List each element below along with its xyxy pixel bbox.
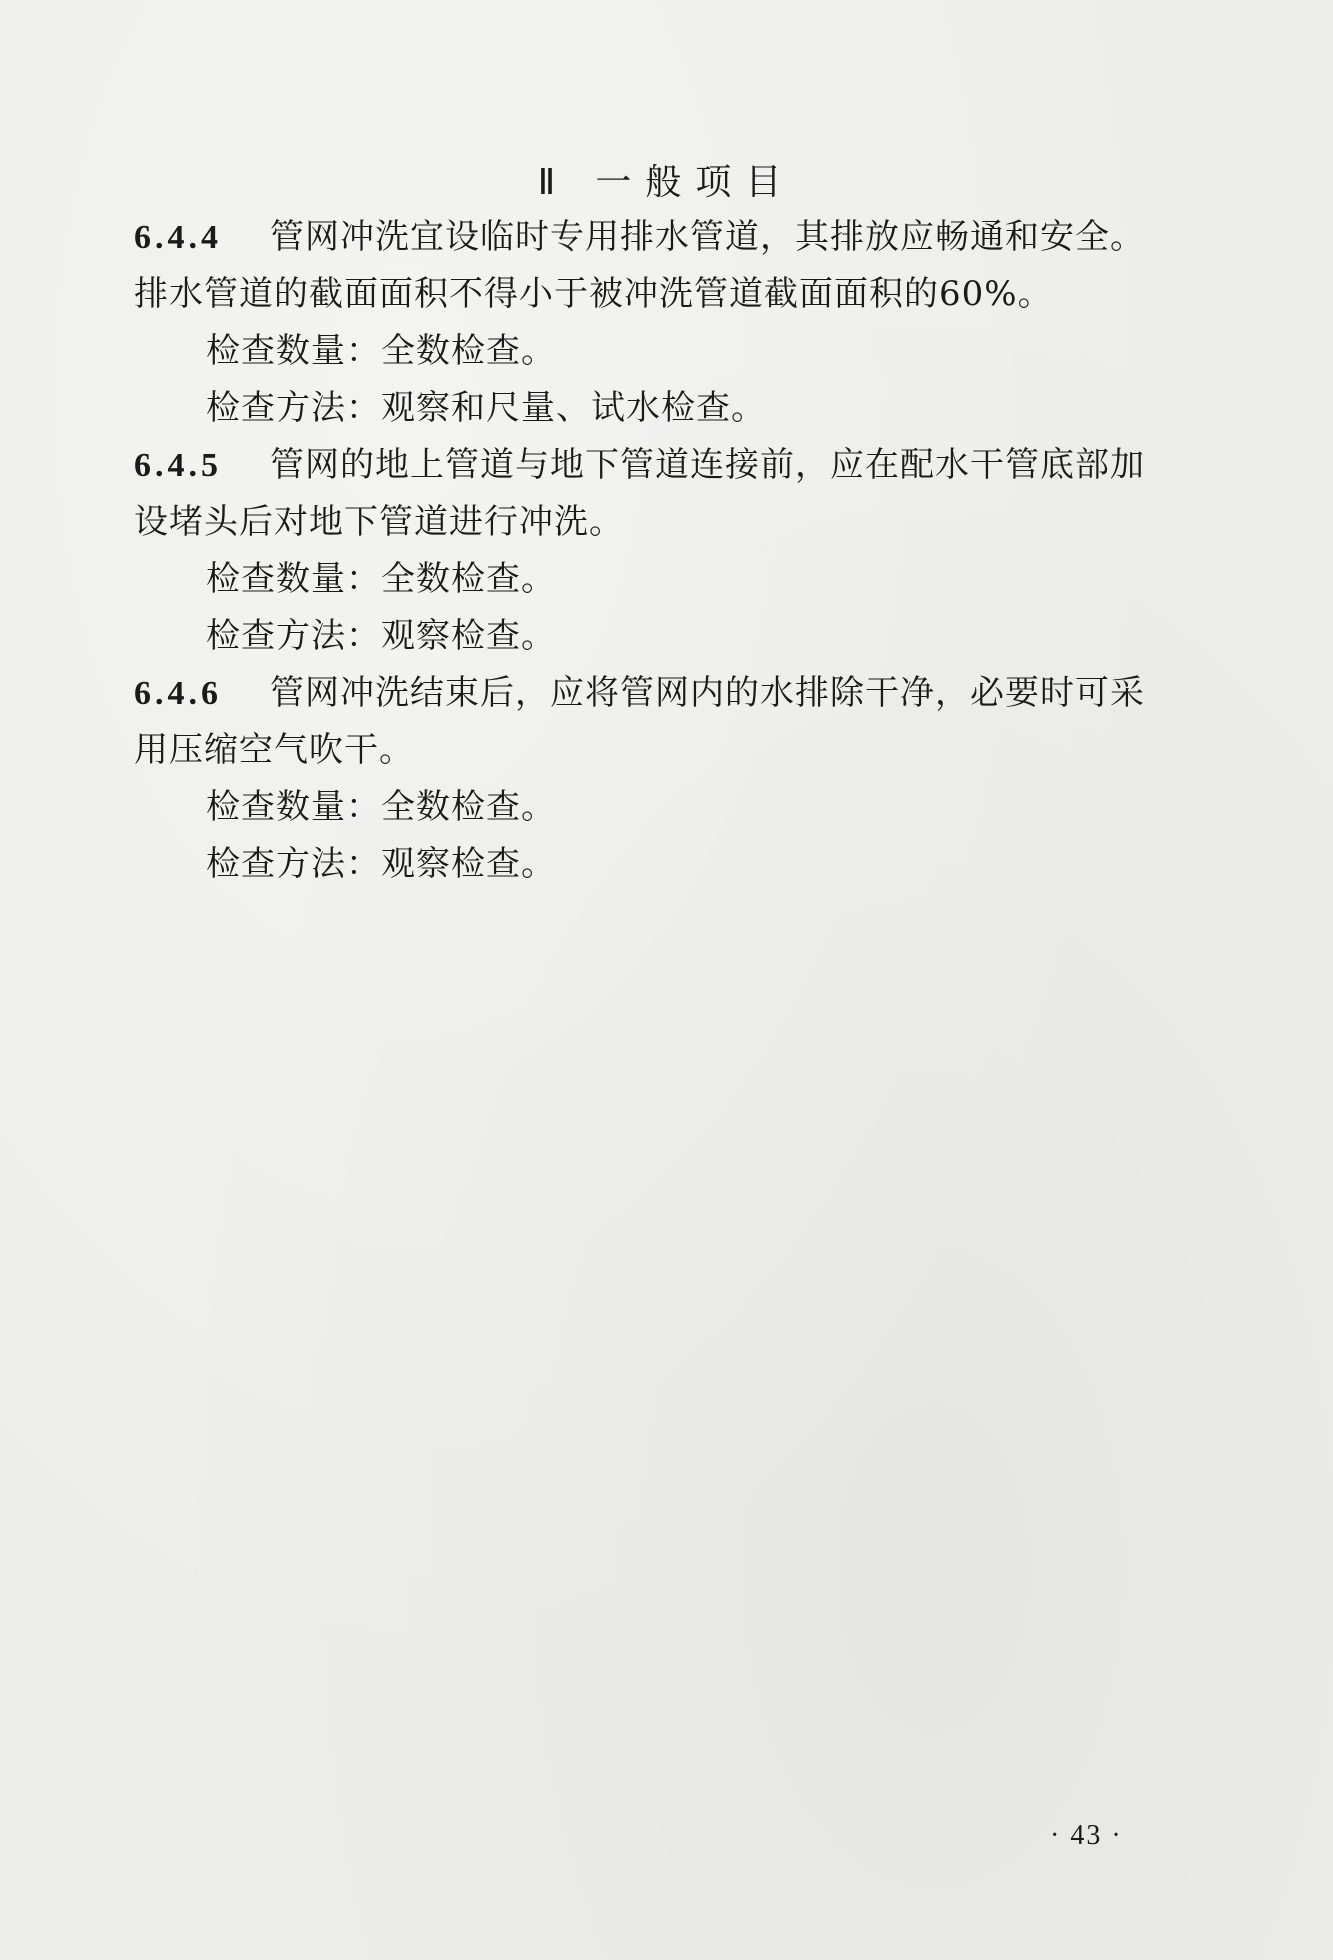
clause-number: 6.4.5 [134, 447, 222, 484]
clause-text: 管网的地上管道与地下管道连接前，应在配水干管底部加 [270, 445, 1145, 485]
clause-6-4-4-check-method: 检查方法：观察和尺量、试水检查。 [206, 388, 766, 428]
clause-6-4-5-check-quantity: 检查数量：全数检查。 [206, 559, 556, 599]
section-roman-numeral: Ⅱ [537, 162, 556, 202]
clause-6-4-5-check-method: 检查方法：观察检查。 [206, 616, 556, 656]
clause-6-4-6-line-1 [134, 671, 1145, 716]
page-number: · 43 · [1050, 1820, 1123, 1851]
section-title: 一般项目 [595, 162, 796, 203]
clause-6-4-6-check-quantity: 检查数量：全数检查。 [206, 787, 556, 827]
clause-6-4-4-line-2: 排水管道的截面面积不得小于被冲洗管道截面面积的60%。 [134, 274, 1053, 314]
clause-6-4-5-line-1 [134, 443, 1145, 488]
clause-6-4-6-check-method: 检查方法：观察检查。 [206, 844, 556, 884]
clause-text: 管网冲洗结束后，应将管网内的水排除干净，必要时可采 [270, 673, 1145, 713]
clause-number: 6.4.4 [134, 219, 222, 256]
clause-6-4-4-check-quantity: 检查数量：全数检查。 [206, 331, 556, 371]
clause-6-4-4-line-1 [134, 215, 1145, 260]
clause-6-4-6-line-2: 用压缩空气吹干。 [134, 730, 414, 770]
clause-text: 管网冲洗宜设临时专用排水管道，其排放应畅通和安全。 [270, 217, 1145, 257]
section-heading [0, 160, 1333, 205]
clause-number: 6.4.6 [134, 675, 222, 712]
clause-6-4-5-line-2: 设堵头后对地下管道进行冲洗。 [134, 502, 624, 542]
